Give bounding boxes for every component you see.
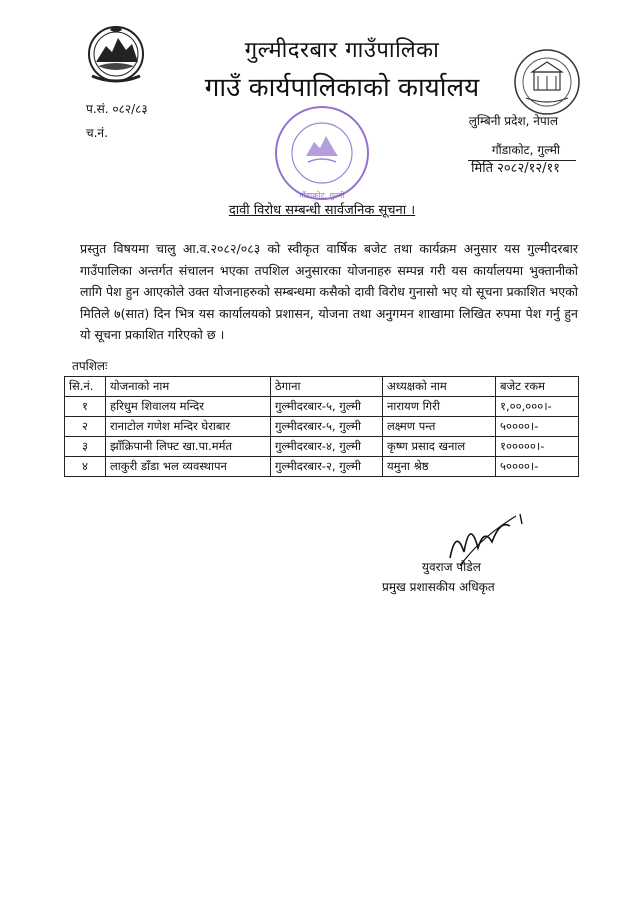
cell-address: गुल्मीदरबार-५, गुल्मी — [271, 397, 383, 417]
notice-subject — [0, 200, 644, 218]
cell-budget: १,००,०००।- — [496, 397, 579, 417]
cell-sn: ३ — [65, 437, 106, 457]
address-location: गौंडाकोट, गुल्मी — [491, 143, 560, 157]
header-project-name: योजनाको नाम — [106, 377, 271, 397]
table-row — [65, 437, 579, 457]
header-budget: बजेट रकम — [496, 377, 579, 397]
dispatch-number: च.नं. — [86, 126, 108, 140]
notice-body: प्रस्तुत विषयमा चालु आ.व.२०८२/०८३ को स्वीकृत वार्षिक बजेट तथा कार्यक्रम अनुसार यस गुल्मीदरबार गाउँपालिका अन्तर्गत संचालन भएका तपशिल अनुसारका योजनाहरु सम्पन्न गरी यस कार्यालयमा भुक्तानीको लागि पेश हुन आएकोले उक्त योजनाहरुको सम्बन्धमा कसैको दावी विरोध गुनासो भए यो सूचना प्रकाशित भएको मितिले ७(सात) दिन भित्र यस कार्यालयको प्रशासन, योजना तथा अनुगमन शाखामा लिखित रुपमा पेश गर्नु हुन यो सूचना प्रकाशित गरिएको छ । — [80, 241, 578, 342]
table-header-row — [65, 377, 579, 397]
cell-budget: ५००००।- — [496, 417, 579, 437]
address-province: लुम्बिनी प्रदेश, नेपाल — [468, 114, 558, 128]
cell-budget: ५००००।- — [496, 457, 579, 477]
signatory-title: प्रमुख प्रशासकीय अधिकृत — [382, 580, 495, 594]
cell-sn: २ — [65, 417, 106, 437]
project-table — [64, 376, 579, 477]
cell-project-name: रानाटोल गणेश मन्दिर घेराबार — [106, 417, 271, 437]
cell-project-name: लाकुरी डाँडा भल व्यवस्थापन — [106, 457, 271, 477]
cell-sn: १ — [65, 397, 106, 417]
office-title: गाउँ कार्यपालिकाको कार्यालय — [204, 73, 480, 103]
cell-project-name: हरिधुम शिवालय मन्दिर — [106, 397, 271, 417]
reference-number: प.सं. ०८२/८३ — [86, 102, 148, 116]
cell-address: गुल्मीदरबार-४, गुल्मी — [271, 437, 383, 457]
municipality-name: गुल्मीदरबार गाउँपालिका — [244, 38, 440, 63]
table-row — [65, 417, 579, 437]
signatory-name: युवराज पौडेल — [422, 560, 481, 574]
cell-chairperson: यमुना श्रेष्ठ — [383, 457, 496, 477]
cell-chairperson: नारायण गिरी — [383, 397, 496, 417]
table-row — [65, 397, 579, 417]
cell-address: गुल्मीदरबार-५, गुल्मी — [271, 417, 383, 437]
table-label: तपशिलः — [72, 359, 108, 373]
cell-chairperson: लक्ष्मण पन्त — [383, 417, 496, 437]
cell-address: गुल्मीदरबार-२, गुल्मी — [271, 457, 383, 477]
office-stamp — [266, 98, 378, 208]
header-sn: सि.नं. — [65, 377, 106, 397]
table-row — [65, 457, 579, 477]
header-chairperson: अध्यक्षको नाम — [383, 377, 496, 397]
cell-budget: १०००००।- — [496, 437, 579, 457]
notice-subject-text: दावी विरोध सम्बन्धी सार्वजनिक सूचना । — [228, 203, 416, 218]
svg-text:गौंडाकोट, गुल्मी: गौंडाकोट, गुल्मी — [299, 191, 345, 200]
cell-project-name: झाँक्रिपानी लिफ्ट खा.पा.मर्मत — [106, 437, 271, 457]
header-address: ठेगाना — [271, 377, 383, 397]
notice-date: मिति २०८२/१२/११ — [471, 161, 560, 176]
cell-sn: ४ — [65, 457, 106, 477]
cell-chairperson: कृष्ण प्रसाद खनाल — [383, 437, 496, 457]
